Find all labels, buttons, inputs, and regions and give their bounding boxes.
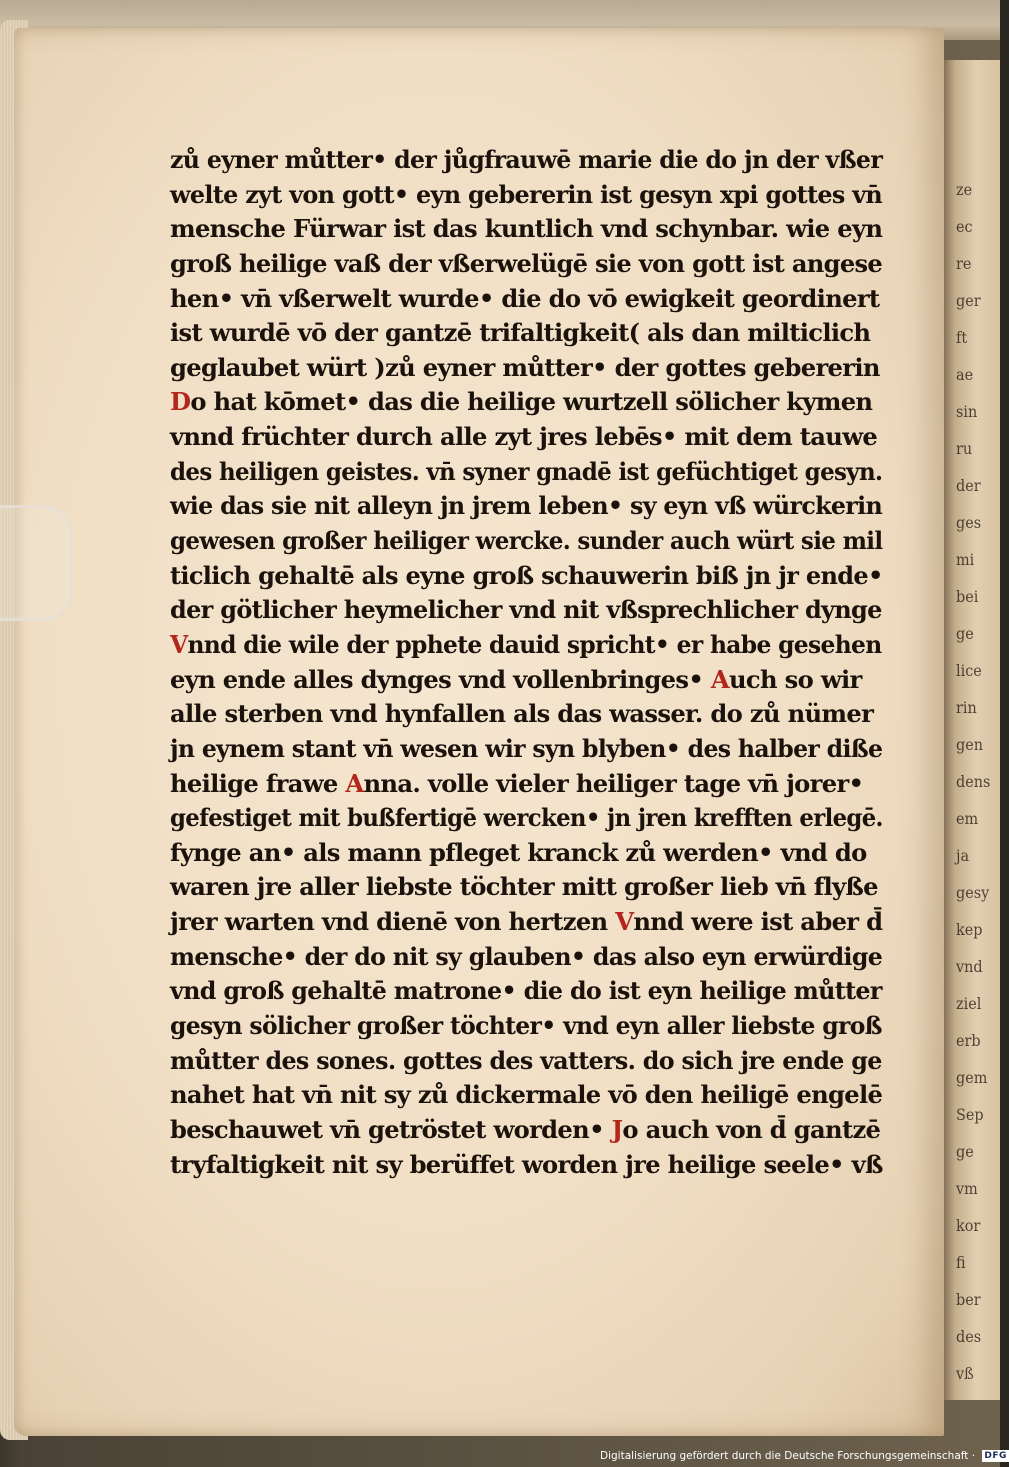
text-line-segment: gewesen großer heiliger wercke. sunder auch würt sie mil [170, 526, 883, 556]
text-line [170, 212, 882, 247]
text-line-segment: mensche• der do nit sy glauben• das also eyn erwürdige [170, 941, 883, 971]
text-line [170, 767, 882, 802]
text-line [170, 732, 883, 767]
facing-page-line: ae [956, 365, 974, 384]
text-line-segment: hen• vn̄ vßerwelt wurde• die do vō ewigkeit geordinert [170, 283, 880, 313]
facing-page-line: ru [956, 439, 973, 458]
facing-page-line: ges [956, 513, 982, 532]
text-line-segment: gefestiget mit bußfertigē wercken• jn jren krefften erlegē. [170, 803, 883, 833]
facing-page-line: kep [956, 920, 983, 939]
text-line [170, 905, 882, 940]
facing-page-line: fi [956, 1253, 966, 1272]
text-line-segment: ticlich gehaltē als eyne groß schauwerin biß jn jr ende• [170, 560, 883, 590]
text-line [170, 143, 883, 178]
text-line [170, 593, 882, 628]
dfg-logo: DFG [984, 1451, 1007, 1461]
text-line-segment: nnd were ist aber d̄ [633, 907, 883, 937]
text-line-segment: waren jre aller liebste töchter mitt großer lieb vn̄ flyße [170, 872, 878, 902]
digitization-footer [600, 1446, 1007, 1466]
facing-page-line: mi [956, 550, 975, 569]
facing-page-line: kor [956, 1216, 981, 1235]
text-line-segment: mensche Fürwar ist das kuntlich vnd schynbar. wie eyn [170, 214, 883, 244]
text-line [170, 940, 883, 975]
text-line-segment: o hat kōmet• das die heilige wurtzell sölicher kymen [190, 387, 873, 417]
text-line-segment: der götlicher heymelicher vnd nit vßsprechlicher dynge [170, 595, 882, 625]
rubricated-initial: A [710, 664, 730, 694]
text-line [170, 974, 882, 1009]
facing-page-line: ja [956, 846, 970, 865]
text-line-segment: nnd die wile der pphete dauid spricht• er habe gesehen [187, 629, 882, 659]
text-line-segment: zů eyner můtter• der jůgfrauwē marie die do jn der vßer [170, 145, 883, 174]
text-line [170, 628, 882, 663]
text-line [170, 663, 882, 698]
text-line [170, 559, 883, 594]
text-line [170, 870, 882, 905]
text-line [170, 351, 882, 386]
facing-page-line: em [956, 809, 979, 828]
text-line-segment: wie das sie nit alleyn jn jrem leben• sy eyn vß würckerin [170, 491, 883, 521]
text-line [170, 455, 883, 490]
rubricated-initial: J [611, 1114, 623, 1144]
facing-page-line: ge [956, 624, 974, 643]
text-line-segment: uch so wir [729, 664, 862, 694]
text-line [170, 247, 883, 282]
text-line-segment: welte zyt von gott• eyn gebererin ist gesyn xpi gottes vn̄ [170, 179, 883, 209]
facing-page-line: ge [956, 1142, 974, 1161]
text-line [170, 316, 882, 351]
text-line [170, 801, 883, 836]
text-line [170, 420, 882, 455]
text-line [170, 524, 883, 559]
page-clip [0, 505, 73, 621]
text-line-segment: tryfaltigkeit nit sy berüffet worden jre heilige seele• vß [170, 1149, 883, 1179]
text-line [170, 1044, 882, 1079]
facing-page-line: vm [956, 1179, 978, 1198]
rubricated-initial: V [170, 629, 188, 659]
text-line-segment: gesyn sölicher großer töchter• vnd eyn aller liebste groß [170, 1011, 882, 1041]
text-line [170, 1148, 881, 1183]
rubricated-initial: D [170, 387, 191, 417]
facing-page-line: dens [956, 772, 991, 791]
text-line [170, 385, 882, 420]
text-line-segment: alle sterben vnd hynfallen als das wasser. do zů nümer [170, 699, 874, 729]
facing-page-line: ger [956, 291, 981, 310]
facing-page-line: der [956, 476, 981, 495]
text-line-segment: vnd groß gehaltē matrone• die do ist eyn heilige můtter [170, 976, 882, 1006]
facing-page-line: bei [956, 587, 979, 606]
facing-page-line: gen [956, 735, 984, 754]
text-line-segment: jrer warten vnd dienē von hertzen [170, 907, 616, 937]
facing-page-line: ze [956, 180, 973, 199]
facing-page-line: des [956, 1327, 982, 1346]
text-line-segment: eyn ende alles dynges vnd vollenbringes• [170, 664, 711, 694]
facing-page-line: erb [956, 1031, 981, 1050]
text-line [170, 178, 883, 213]
text-line [170, 1009, 882, 1044]
text-line-segment: o auch von d̄ gantzē [622, 1114, 881, 1144]
facing-page-line: Sep [956, 1105, 984, 1124]
text-line-segment: beschauwet vn̄ getröstet worden• [170, 1114, 612, 1144]
rubricated-initial: V [615, 907, 634, 937]
facing-page-line: gem [956, 1068, 988, 1087]
text-line [170, 697, 882, 732]
text-line [170, 282, 882, 317]
text-line-segment: groß heilige vaß der vßerwelügē sie von gott ist angese [170, 248, 883, 278]
text-line-segment: jn eynem stant vn̄ wesen wir syn blyben• des halber diße [170, 733, 883, 763]
text-line [170, 1113, 882, 1148]
footer-credit: Digitalisierung gefördert durch die Deutsche Forschungsgemeinschaft · [600, 1450, 976, 1462]
text-line-segment: heilige frawe [170, 768, 346, 798]
text-line-segment: des heiligen geistes. vn̄ syner gnadē ist gefüchtiget gesyn. [170, 456, 883, 486]
facing-page-line: sin [956, 402, 978, 421]
text-line-segment: vnnd früchter durch alle zyt jres lebēs• mit dem tauwe [170, 422, 878, 452]
facing-page-line: ft [956, 328, 968, 347]
facing-page-line: ber [956, 1290, 981, 1309]
text-line [170, 836, 882, 871]
facing-page-line: ec [956, 217, 973, 236]
facing-page-line: vnd [956, 957, 983, 976]
text-line-segment: nahet hat vn̄ nit sy zů dickermale vō den heiligē engelē [170, 1080, 883, 1110]
facing-page-line: vß [956, 1364, 974, 1383]
facing-page-line: lice [956, 661, 982, 680]
text-line-segment: můtter des sones. gottes des vatters. do sich jre ende ge [170, 1045, 882, 1075]
facing-page-line: ziel [956, 994, 982, 1013]
text-line-segment: fynge an• als mann pfleget kranck zů werden• vnd do [170, 837, 867, 867]
text-line-segment: ist wurdē vō der gantzē trifaltigkeit( als dan milticlich [170, 318, 871, 348]
rubricated-initial: A [345, 768, 364, 798]
page-text-block [170, 143, 890, 1182]
facing-page-line: gesy [956, 883, 990, 902]
text-line-segment: geglaubet würt )zů eyner můtter• der gottes gebererin [170, 352, 880, 382]
facing-page-line: re [956, 254, 972, 273]
text-line [170, 1078, 882, 1113]
text-line-segment: nna. volle vieler heiliger tage vn̄ jorer• [363, 768, 864, 798]
facing-page-line: rin [956, 698, 977, 717]
text-line [170, 489, 883, 524]
